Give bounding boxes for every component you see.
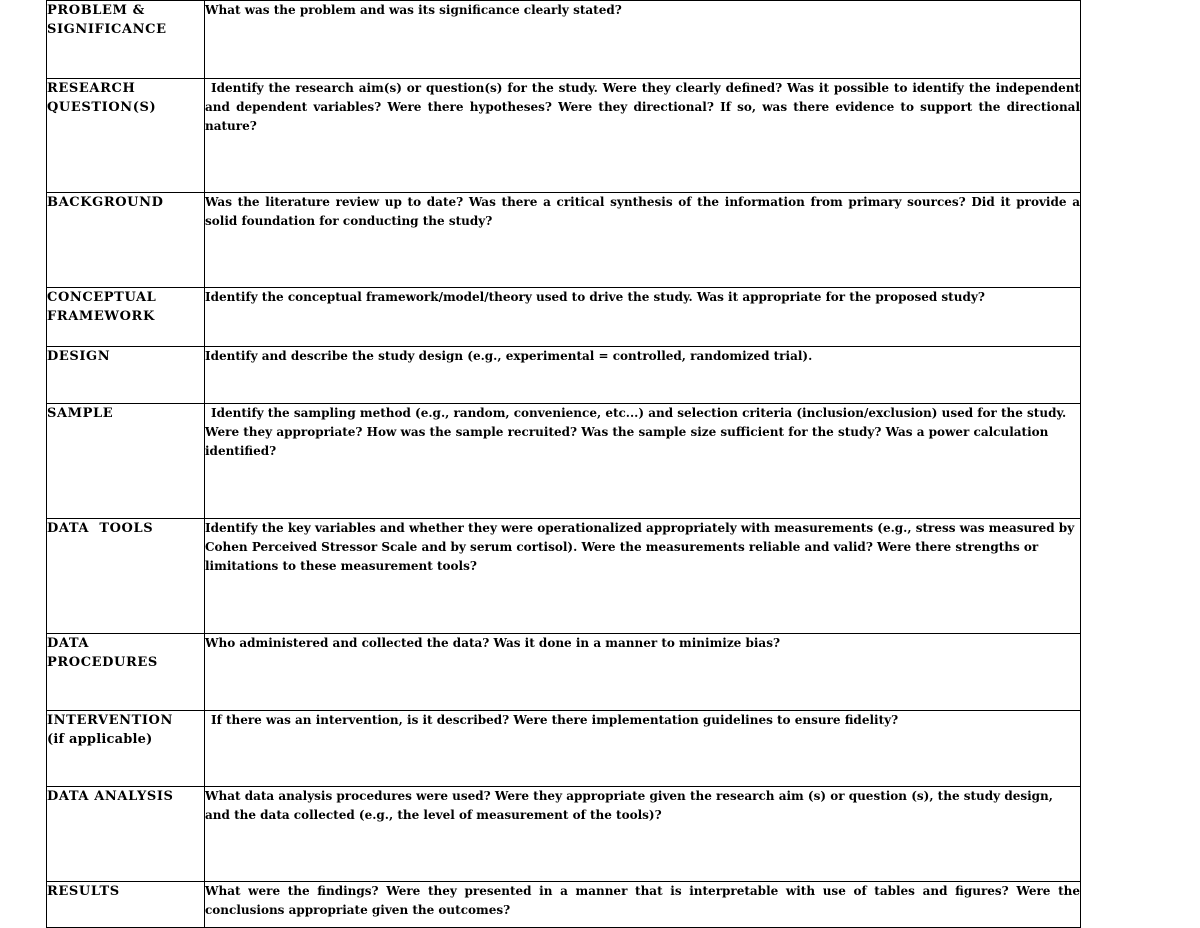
row-prompt-data-procedures: Who administered and collected the data? Was it done in a manner to minimize bias? [205, 634, 1081, 711]
table-row [47, 1, 1081, 79]
row-label-data-analysis: DATA ANALYSIS [47, 787, 205, 882]
row-prompt-background: Was the literature review up to date? Was there a critical synthesis of the information from primary sources? Did it provide a solid foundation for conducting the study? [205, 193, 1081, 288]
table-row [47, 288, 1081, 347]
row-prompt-data-tools: Identify the key variables and whether they were operationalized appropriately with measurements (e.g., stress was measured by Cohen Perceived Stressor Scale and by serum cortisol). Were the measurements reliable and valid? Were there strengths or limitations to these measurement tools? [205, 519, 1081, 634]
row-label-research-questions: RESEARCH QUESTION(S) [47, 79, 205, 193]
row-label-problem-significance: PROBLEM & SIGNIFICANCE [47, 1, 205, 79]
row-prompt-data-analysis: What data analysis procedures were used? Were they appropriate given the research aim (s) or question (s), the study design, and the data collected (e.g., the level of measurement of the tools)? [205, 787, 1081, 882]
row-prompt-results: What were the findings? Were they presented in a manner that is interpretable with use of tables and figures? Were the conclusions appropriate given the outcomes? [205, 882, 1081, 928]
critique-table [46, 0, 1081, 928]
table-row [47, 519, 1081, 634]
row-label-intervention: INTERVENTION (if applicable) [47, 711, 205, 787]
table-row [47, 79, 1081, 193]
table-row [47, 634, 1081, 711]
row-label-background: BACKGROUND [47, 193, 205, 288]
row-prompt-sample: Identify the sampling method (e.g., random, convenience, etc...) and selection criteria (inclusion/exclusion) used for the study. Were they appropriate? How was the sample recruited? Was the sample size sufficient for the study? Was a power calculation identified? [205, 404, 1081, 519]
row-prompt-conceptual-framework: Identify the conceptual framework/model/theory used to drive the study. Was it appropriate for the proposed study? [205, 288, 1081, 347]
row-label-results: RESULTS [47, 882, 205, 928]
row-label-data-tools: DATA TOOLS [47, 519, 205, 634]
table-row [47, 787, 1081, 882]
row-prompt-problem-significance: What was the problem and was its significance clearly stated? [205, 1, 1081, 79]
table-row [47, 347, 1081, 404]
table-row [47, 711, 1081, 787]
row-prompt-intervention: If there was an intervention, is it described? Were there implementation guidelines to ensure fidelity? [205, 711, 1081, 787]
row-label-data-procedures: DATA PROCEDURES [47, 634, 205, 711]
row-label-sample: SAMPLE [47, 404, 205, 519]
row-prompt-research-questions: Identify the research aim(s) or question(s) for the study. Were they clearly defined? Was it possible to identify the independent and dependent variables? Were there hypotheses? Were they directional? If so, was there evidence to support the directional nature? [205, 79, 1081, 193]
row-prompt-design: Identify and describe the study design (e.g., experimental = controlled, randomized trial). [205, 347, 1081, 404]
row-label-conceptual-framework: CONCEPTUAL FRAMEWORK [47, 288, 205, 347]
table-row [47, 404, 1081, 519]
table-row [47, 193, 1081, 288]
row-label-design: DESIGN [47, 347, 205, 404]
table-row [47, 882, 1081, 928]
